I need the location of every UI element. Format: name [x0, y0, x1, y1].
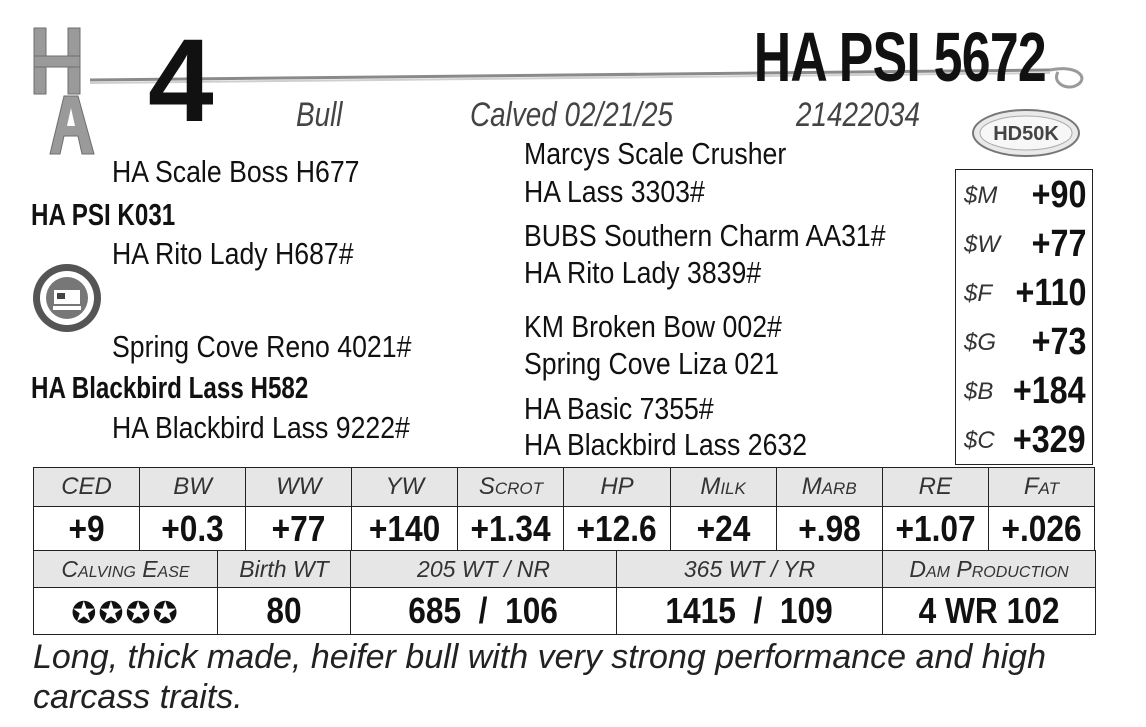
index-label: $C — [964, 427, 995, 454]
epd-value-hp — [564, 507, 670, 552]
index-value-text: +73 — [1031, 321, 1086, 363]
index-value-text: +110 — [1015, 272, 1086, 314]
animal-name-text: HA PSI 5672 — [753, 18, 1046, 96]
header-calving-ease: Calving Ease — [34, 551, 218, 588]
epd-value-milk-text: +24 — [696, 508, 750, 549]
wt365-text: 1415 / 109 — [665, 590, 834, 631]
pedigree-sire-dam-sire — [524, 220, 944, 251]
pedigree-sire-dam-sire-text: BUBS Southern Charm AA31# — [524, 218, 886, 253]
pedigree-dam-dam-sire-text: HA Basic 7355# — [524, 391, 714, 426]
pedigree-dam-sire-text: Spring Cove Reno 4021# — [112, 329, 412, 364]
pedigree-sire-sire-sire-text: Marcys Scale Crusher — [524, 136, 787, 171]
index-row — [956, 219, 1092, 268]
epd-header-hp: HP — [564, 468, 670, 507]
calved-date — [470, 96, 718, 135]
index-label: $B — [964, 378, 994, 405]
birth-wt-text: 80 — [266, 590, 302, 631]
sex-text: Bull — [296, 96, 343, 134]
epd-value-bw — [140, 507, 246, 552]
epd-header-scrot: Scrot — [458, 468, 564, 507]
index-value — [1000, 419, 1086, 462]
calving-ease-rating — [34, 588, 218, 635]
epd-value-yw — [352, 507, 458, 552]
pedigree-dam-dam-dam — [524, 429, 853, 460]
dam-production-value — [883, 588, 1096, 635]
epd-table — [33, 467, 1095, 552]
epd-header-yw: YW — [352, 468, 458, 507]
registration-number — [796, 96, 947, 135]
pedigree-dam-sire-sire-text: KM Broken Bow 002# — [524, 309, 782, 344]
pedigree-dam-sire-dam — [524, 348, 820, 379]
pedigree-sire-dam-dam — [524, 257, 800, 288]
epd-value-row — [34, 507, 1095, 552]
epd-value-ww — [246, 507, 352, 552]
index-value-text: +90 — [1031, 174, 1086, 216]
calving-ease-stars-icon: ✪✪✪✪ — [71, 597, 180, 630]
pedigree-sire-sire — [112, 156, 400, 187]
epd-header-fat: Fat — [988, 468, 1094, 507]
index-label: $G — [964, 329, 997, 356]
epd-value-ced-text: +9 — [68, 508, 105, 549]
index-value-text: +77 — [1031, 223, 1086, 265]
pedigree-sire-text: HA PSI K031 — [31, 197, 176, 232]
epd-header-bw: BW — [140, 468, 246, 507]
performance-value-row — [34, 588, 1096, 635]
index-row — [956, 268, 1092, 317]
pedigree-sire-dam — [112, 238, 393, 269]
index-label: $M — [964, 182, 998, 209]
index-value — [1022, 321, 1086, 364]
index-label: $F — [964, 280, 993, 307]
index-value-text: +329 — [1013, 419, 1086, 461]
epd-value-marb — [776, 507, 882, 552]
epd-value-ww-text: +77 — [271, 508, 326, 549]
pedigree-sire — [31, 199, 216, 230]
pedigree-dam-dam-text: HA Blackbird Lass 9222# — [112, 410, 410, 445]
wt205-value — [351, 588, 617, 635]
epd-header-ww: WW — [246, 468, 352, 507]
header-dam-production: Dam Production — [883, 551, 1096, 588]
pedigree-sire-dam-dam-text: HA Rito Lady 3839# — [524, 255, 762, 290]
index-value-text: +184 — [1013, 370, 1086, 412]
pedigree-sire-sire-dam — [524, 176, 734, 207]
pedigree-dam-sire-sire — [524, 311, 824, 342]
epd-value-yw-text: +140 — [369, 508, 441, 549]
epd-value-bw-text: +0.3 — [161, 508, 224, 549]
epd-value-hp-text: +12.6 — [576, 508, 658, 549]
index-row — [956, 415, 1092, 464]
epd-value-re-text: +1.07 — [895, 508, 976, 549]
epd-header-marb: Marb — [776, 468, 882, 507]
epd-header-re: RE — [882, 468, 988, 507]
epd-value-fat — [988, 507, 1094, 552]
header-365-wt: 365 WT / YR — [617, 551, 883, 588]
animal-name — [651, 18, 1046, 96]
certified-seal-icon — [31, 262, 103, 334]
epd-value-fat-text: +.026 — [1001, 508, 1082, 549]
epd-header-ced: CED — [34, 468, 140, 507]
index-label: $W — [964, 231, 1000, 258]
dollar-index-panel — [955, 169, 1093, 465]
pedigree-sire-dam-text: HA Rito Lady H687# — [112, 236, 354, 271]
pedigree-sire-sire-text: HA Scale Boss H677 — [112, 154, 360, 189]
remarks-text: Long, thick made, heifer bull with very strong performance and high carcass traits. — [33, 638, 1046, 716]
pedigree-dam-sire-dam-text: Spring Cove Liza 021 — [524, 346, 779, 381]
sex-label — [296, 96, 353, 135]
index-value — [1022, 223, 1086, 266]
dam-production-text: 4 WR 102 — [918, 590, 1060, 631]
index-value — [1003, 272, 1087, 315]
pedigree-dam-dam-dam-text: HA Blackbird Lass 2632 — [524, 427, 808, 462]
epd-header-milk: Milk — [670, 468, 776, 507]
calved-text: Calved 02/21/25 — [470, 96, 674, 134]
pedigree-dam-dam-sire — [524, 393, 745, 424]
header-birth-wt: Birth WT — [218, 551, 351, 588]
epd-value-scrot-text: +1.34 — [470, 508, 552, 549]
epd-value-ced — [34, 507, 140, 552]
pedigree-dam-sire — [112, 331, 460, 362]
pedigree-dam-text: HA Blackbird Lass H582 — [31, 370, 309, 405]
epd-value-re — [882, 507, 988, 552]
hd50k-badge — [971, 108, 1081, 158]
index-row — [956, 366, 1092, 415]
pedigree-dam — [31, 372, 387, 403]
epd-value-milk — [670, 507, 776, 552]
index-row — [956, 317, 1092, 366]
pedigree-sire-sire-dam-text: HA Lass 3303# — [524, 174, 705, 209]
registration-text: 21422034 — [796, 96, 921, 134]
birth-wt-value — [218, 588, 351, 635]
wt205-text: 685 / 106 — [408, 590, 559, 631]
epd-value-scrot — [458, 507, 564, 552]
pedigree-dam-dam — [112, 412, 458, 443]
epd-header-row — [34, 468, 1095, 507]
performance-table — [33, 550, 1096, 635]
performance-header-row — [34, 551, 1096, 588]
index-value — [1022, 174, 1086, 217]
index-row — [956, 170, 1092, 219]
lot-number: 4 — [148, 15, 212, 147]
header-205-wt: 205 WT / NR — [351, 551, 617, 588]
epd-value-marb-text: +.98 — [797, 508, 861, 549]
pedigree-sire-sire-sire — [524, 138, 829, 169]
index-value — [1000, 370, 1086, 413]
wt365-value — [617, 588, 883, 635]
hd50k-text: HD50K — [993, 123, 1059, 145]
